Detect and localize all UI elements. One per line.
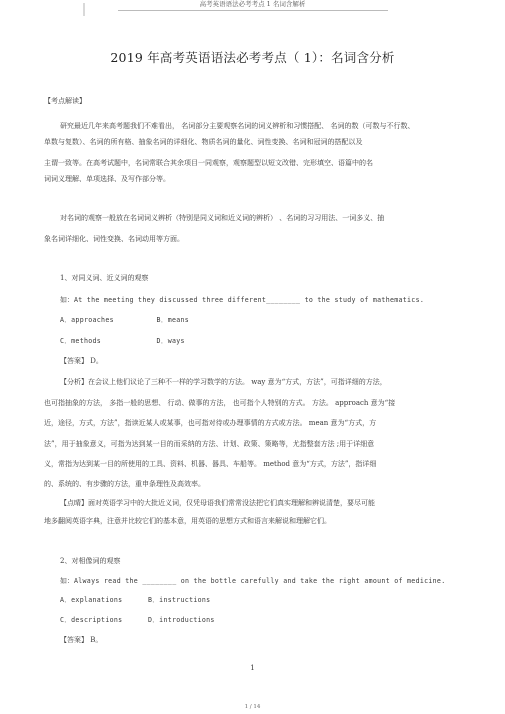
q1-analysis-line-4: 法”，用于抽象意义，可指为达到某一目的而采纳的方法、计划、政策、策略等，尤指整套方法 ;用于详细意: [44, 440, 375, 448]
q1-analysis-line-6: 的、系统的、有步骤的方法，重申条理性及高效率。: [44, 480, 205, 488]
q1-analysis-line-1: 【分析】在会议上他们议论了三种不一样的学习数学的方法。 way 意为“方式，方法”，可指详细的方法，: [60, 378, 387, 386]
header-text: 高考英语语法必考考点 1 名词含解析: [199, 0, 306, 8]
header-divider: [118, 10, 388, 11]
q2-prompt-label: 如：: [60, 577, 74, 585]
q2-answer: 【答案】 B。: [60, 636, 103, 644]
intro-line-3: 主谓一致等。在高考试题中，名词常联合其余项目一同观察，观察题型以短文改错、完形填空、语篇中的名: [44, 159, 373, 167]
page-header: [0, 0, 505, 14]
q1-answer: 【答案】 D。: [60, 357, 103, 365]
q2-prompt: [60, 576, 445, 586]
q2-heading: 2、对相像词的观察: [60, 557, 121, 565]
q1-tip-line-2: 地多翻阅英语字典，注意并比较它们的基本意，用英语的思想方式和语言来解说和理解它们。: [44, 517, 331, 525]
corner-mark: [83, 3, 85, 16]
intro-line-1: 研究最近几年来高考题我们不难看出， 名词部分主要观察名词的词义辨析和习惯搭配、 名词的数（可数与不行数、: [60, 122, 415, 130]
q1-prompt-text: At the meeting they discussed three different________ to the study of mathematics.: [74, 296, 425, 304]
q1-analysis-line-3: 近，途径，方式，方法”，指读近某人或某事，也可指对待或办理事情的方式或方法。 mean 意为“方式，方: [44, 419, 377, 427]
q2-prompt-text: Always read the ________ on the bottle carefully and take the right amount of medicine.: [74, 577, 446, 585]
q1-options-ab: A．approaches B．means: [60, 316, 190, 324]
q2-options-ab: A．explanations B．instructions: [60, 596, 211, 604]
page-number: 1: [250, 664, 255, 672]
q1-analysis-line-2: 也可指抽象的方法， 多指一般的思想、 行动、做事的方法， 也可指个人特别的方式。 方法。 approach 意为“接: [44, 399, 396, 407]
page-footer: 1 / 14: [244, 704, 261, 710]
q2-options-cd: C．descriptions D．introductions: [60, 616, 215, 624]
intro-line-2: 单数与复数）、名词的所有格、抽象名词的详细化、物质名词的量化、词性变换、名词和冠词的搭配以及: [44, 138, 363, 146]
q1-tip-line-1: 【点晴】面对英语学习中的大批近义词，仅凭母语我们常常没法把它们真实理解和辨说清楚，要尽可能: [60, 499, 375, 507]
intro-line-4: 词词义理解、单项选择、及写作部分等。: [44, 175, 170, 183]
q1-prompt-label: 如：: [60, 296, 74, 304]
q1-analysis-line-5: 义，常指为达到某一目的所使用的工具、资料、机器、器具、车船等。 method 意为“方式，方法”，指详细: [44, 460, 377, 468]
q1-prompt: [60, 295, 424, 305]
q1-options-cd: C．methods D．ways: [60, 337, 185, 345]
section-heading: 【考点解读】: [44, 97, 86, 105]
document-title: 2019 年高考英语语法必考考点（ 1）：名词含分析: [110, 50, 395, 65]
overview-line-1: 对名词的观察一般放在名词词义辨析（特别是同义词和近义词的辨析） 、名词的习习用法、一词多义、抽: [60, 214, 385, 222]
q1-heading: 1、对同义词、近义词的观察: [60, 274, 149, 282]
overview-line-2: 象名词详细化、词性变换、名词动用等方面。: [44, 235, 184, 243]
